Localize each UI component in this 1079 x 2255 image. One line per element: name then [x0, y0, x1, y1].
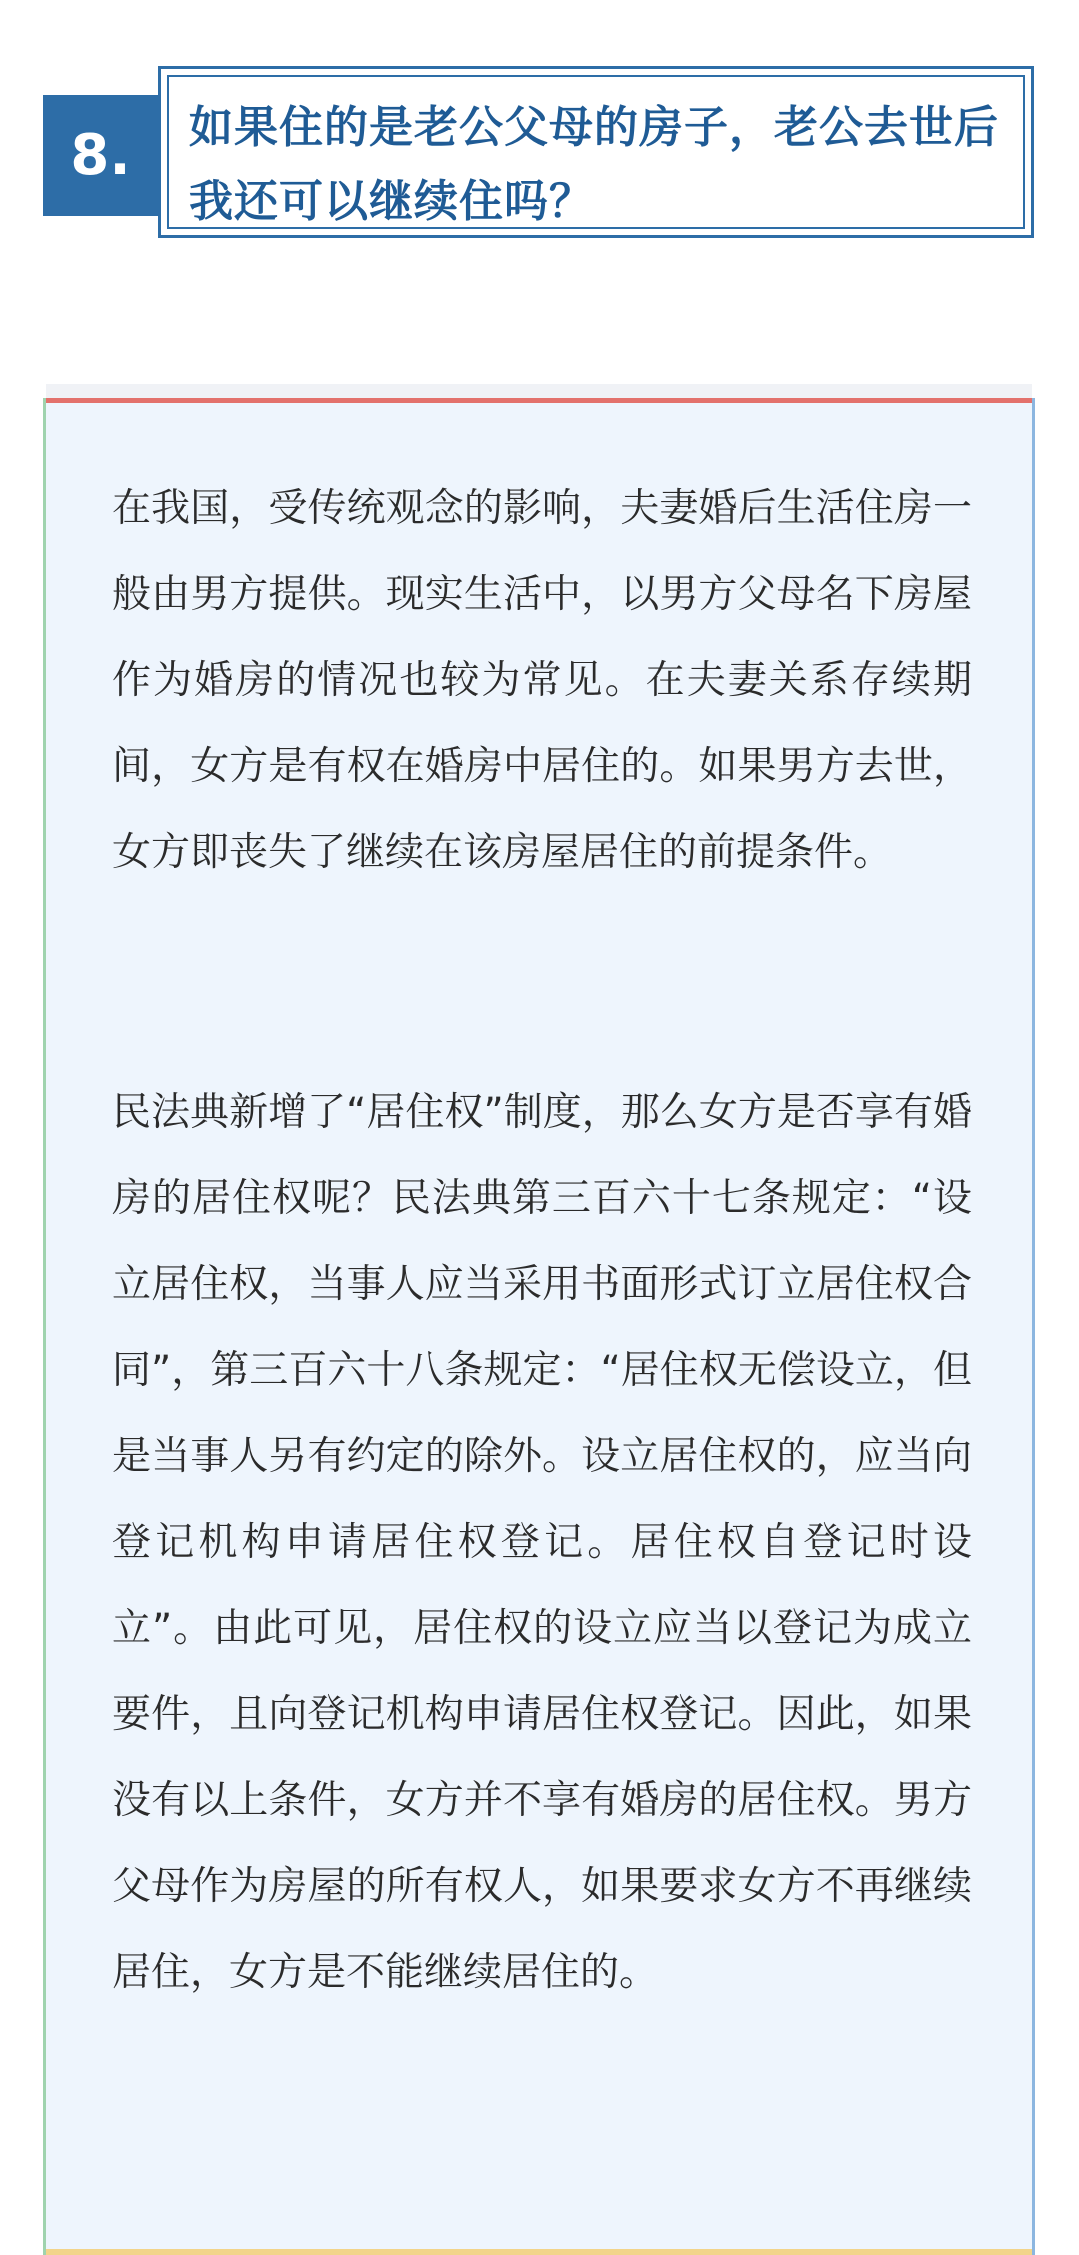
answer-paragraph-2: 民法典新增了“居住权”制度，那么女方是否享有婚房的居住权呢？民法典第三百六十七条规定：“设立居住权，当事人应当采用书面形式订立居住权合同”，第三百六十八条规定：“居住权无偿设立，但是当事人另有约定的除外。设立居住权的，应当向登记机构申请居住权登记。居住权自登记时设立”。由此可见，居住权的设立应当以登记为成立要件，且向登记机构申请居住权登记。因此，如果没有以上条件，女方并不享有婚房的居住权。男方父母作为房屋的所有权人，如果要求女方不再继续居住，女方是不能继续居住的。: [112, 1090, 972, 1995]
answer-card: [43, 398, 1035, 2255]
card-bottom-border: [46, 2249, 1032, 2255]
question-title: 如果住的是老公父母的房子，老公去世后我还可以继续住吗？: [189, 102, 999, 227]
section-header: [0, 0, 1079, 260]
card-top-tint: [46, 384, 1032, 398]
question-title-frame: [158, 66, 1034, 238]
answer-paragraph-1: 在我国，受传统观念的影响，夫妻婚后生活住房一般由男方提供。现实生活中，以男方父母名下房屋作为婚房的情况也较为常见。在夫妻关系存续期间，女方是有权在婚房中居住的。如果男方去世，女方即丧失了继续在该房屋居住的前提条件。: [112, 486, 972, 875]
card-top-border: [46, 398, 1032, 403]
section-number-badge: 8.: [43, 95, 158, 216]
